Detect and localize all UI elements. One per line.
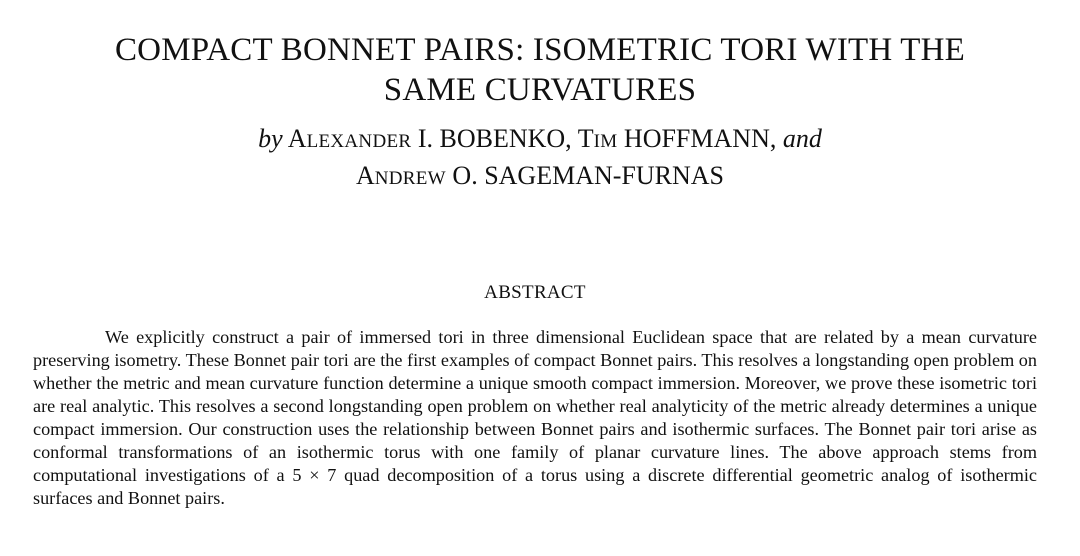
paper-title-line-1: COMPACT BONNET PAIRS: ISOMETRIC TORI WITH THE <box>114 32 966 68</box>
author-1-rest: I. BOBENKO, <box>411 124 578 153</box>
by-word: by <box>258 124 283 153</box>
author-3 <box>356 161 724 190</box>
author-2-rest: HOFFMANN, <box>617 124 783 153</box>
author-2-first-initial: T <box>577 124 594 153</box>
author-list <box>0 122 1080 196</box>
author-2-first-rest: IM <box>593 131 618 152</box>
abstract-body: We explicitly construct a pair of immersed tori in three dimensional Euclidean space that are related by a mean curvature preserving isometry. These Bonnet pair tori are the first examples of compact Bonnet pairs. This resolves a longstanding open problem on whether the metric and mean curvature function determine a unique smooth compact immersion. Moreover, we prove these isometric tori are real analytic. This resolves a second longstanding open problem on whether real analyticity of the metric already determines a unique compact immersion. Our construction uses the relationship between Bonnet pairs and isothermic surfaces. The Bonnet pair tori arise as conformal transformations of an isothermic torus with one family of planar curvature lines. The above approach stems from computational investigations of a 5 × 7 quad decomposition of a torus using a discrete differential geometric analog of isothermic surfaces and Bonnet pairs. <box>33 327 1037 508</box>
author-line-2 <box>0 159 1080 196</box>
paper-title-line-2: SAME CURVATURES <box>383 72 697 108</box>
author-3-rest: O. SAGEMAN-FURNAS <box>445 161 725 190</box>
author-1-first-rest: LEXANDER <box>306 131 412 152</box>
and-word: and <box>782 124 822 153</box>
author-3-first-rest: NDREW <box>374 168 446 189</box>
author-2 <box>578 124 783 153</box>
author-3-first-initial: A <box>355 161 375 190</box>
paper-title <box>0 30 1080 110</box>
author-1 <box>288 124 578 153</box>
author-1-first-initial: A <box>287 124 307 153</box>
author-line-1 <box>0 122 1080 159</box>
abstract-heading: ABSTRACT <box>484 282 586 303</box>
